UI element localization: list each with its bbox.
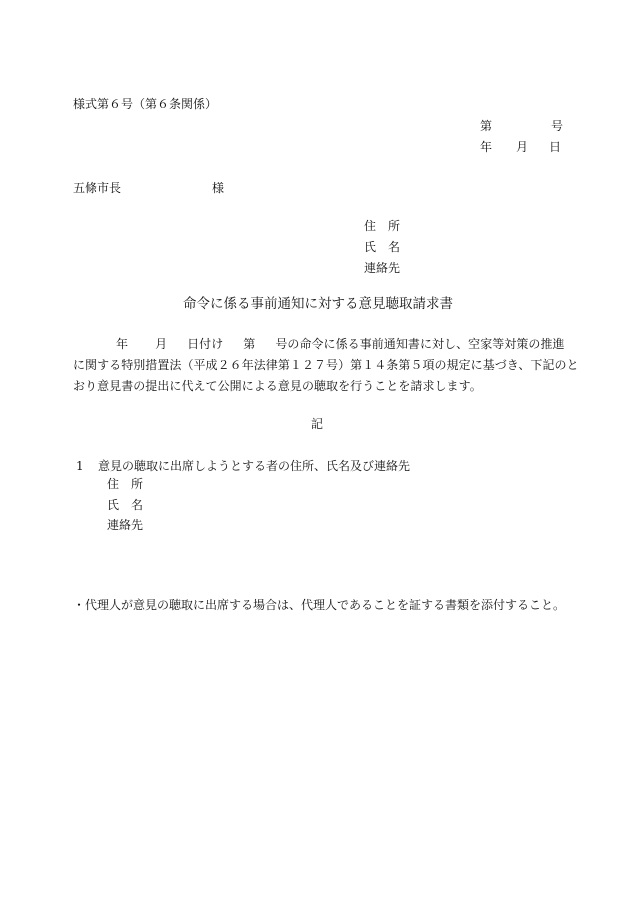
list-item (76, 460, 410, 472)
applicant-address-label: 住 所 (364, 219, 401, 233)
body-dated-label: 日付け (187, 337, 224, 351)
date-month-label: 月 (516, 140, 529, 154)
recipient-honorific: 様 (212, 181, 225, 195)
document-number-suffix: 号 (551, 119, 564, 133)
document-number-label: 第 (480, 119, 493, 133)
body-line-3: おり意見書の提出に代えて公開による意見の聴取を行うことを請求します。 (73, 379, 482, 393)
body-line-1-text: 号の命令に係る事前通知書に対し、空家等対策の推進 (275, 337, 565, 351)
body-month-label: 月 (155, 337, 168, 351)
body-dai-label: 第 (243, 337, 256, 351)
body-year-label: 年 (116, 337, 129, 351)
applicant-name-label: 氏 名 (364, 240, 401, 254)
ki-mark: 記 (311, 417, 324, 431)
document-title: 命令に係る事前通知に対する意見聴取請求書 (183, 296, 453, 312)
applicant-contact-label: 連絡先 (364, 261, 401, 275)
item-name-label: 氏 名 (107, 498, 144, 512)
item-text: 意見の聴取に出席しようとする者の住所、氏名及び連絡先 (98, 459, 411, 473)
item-contact-label: 連絡先 (107, 518, 144, 532)
item-address-label: 住 所 (107, 477, 144, 491)
date-year-label: 年 (480, 140, 493, 154)
body-line-1 (73, 334, 563, 355)
body-paragraph (73, 334, 579, 397)
date-day-label: 日 (549, 140, 562, 154)
recipient-name: 五條市長 (73, 181, 122, 195)
attachment-note: ・代理人が意見の聴取に出席する場合は、代理人であることを証する書類を添付すること。 (73, 598, 566, 612)
item-number: 1 (76, 459, 84, 473)
form-number: 様式第６号（第６条関係） (73, 97, 218, 111)
body-line-2: に関する特別措置法（平成２６年法律第１２７号）第１４条第５項の規定に基づき、下記のと (73, 358, 579, 372)
